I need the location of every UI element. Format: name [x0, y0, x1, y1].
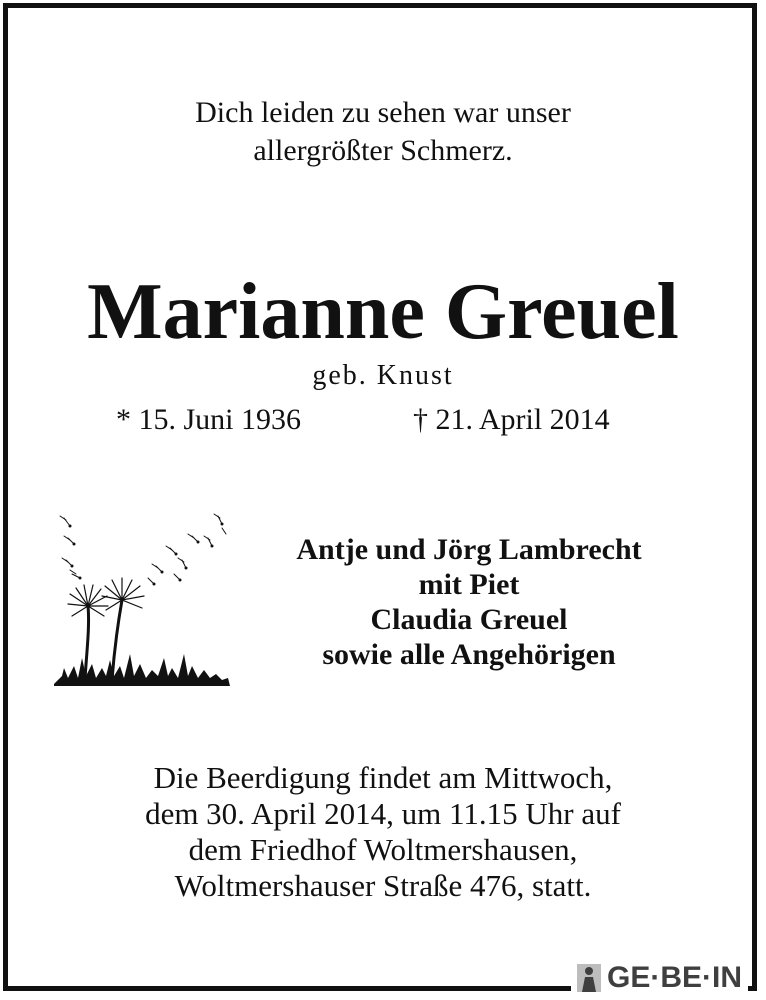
motto	[0, 94, 766, 170]
funeral-line: Die Beerdigung findet am Mittwoch,	[153, 760, 613, 795]
mourner-figure-icon	[577, 964, 601, 992]
birth-date: * 15. Juni 1936	[116, 403, 302, 436]
dandelion-grass-icon	[52, 508, 232, 690]
logo-text: GE·BE·IN	[607, 961, 742, 994]
funeral-line: Woltmershauser Straße 476, statt.	[174, 868, 592, 903]
mourner-line: sowie alle Angehörigen	[322, 638, 616, 671]
funeral-line: dem Friedhof Woltmershausen,	[188, 832, 578, 867]
funeral-details	[0, 760, 766, 904]
motto-line: allergrößter Schmerz.	[253, 134, 513, 167]
deceased-name: Marianne Greuel	[87, 268, 679, 356]
death-date: † 21. April 2014	[413, 403, 610, 436]
mourner-line: Claudia Greuel	[370, 603, 568, 636]
publisher-logo	[571, 960, 748, 996]
birth-name: geb. Knust	[312, 360, 454, 391]
motto-line: Dich leiden zu sehen war unser	[195, 96, 571, 129]
funeral-line: dem 30. April 2014, um 11.15 Uhr auf	[145, 796, 621, 831]
mourner-line: Antje und Jörg Lambrecht	[296, 533, 642, 566]
mourner-line: mit Piet	[418, 568, 520, 601]
mourners	[258, 532, 680, 672]
